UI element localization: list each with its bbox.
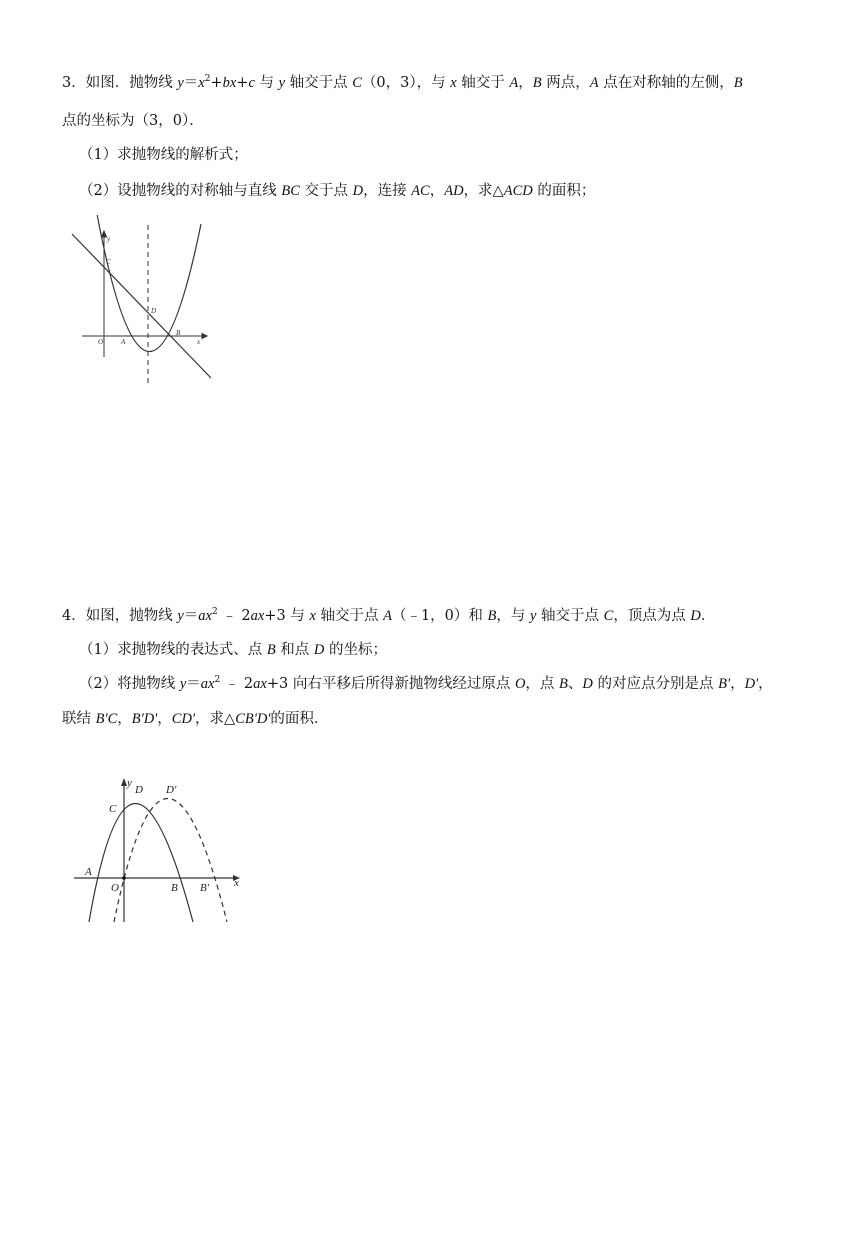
q4-label-o: O [111, 882, 119, 894]
q3-var: AD [444, 183, 464, 199]
q4-var: D [582, 676, 593, 692]
q3-var: A [589, 75, 599, 91]
q3-text: 交于点 [299, 183, 353, 199]
q3-var: A [509, 75, 519, 91]
q4-part-2 [79, 674, 773, 694]
q4-label-a: A [85, 866, 92, 878]
q4-parabola [89, 804, 193, 923]
q4-text: 联结 [62, 711, 96, 727]
q4-text: 的坐标； [324, 642, 388, 658]
q4-eq: +3 [266, 676, 289, 692]
q3-eq: x [198, 75, 205, 91]
q4-label-y: y [127, 777, 132, 789]
q4-eq: ＝ [183, 608, 199, 624]
q3-eq: y [177, 75, 184, 91]
q4-text: （1）求抛物线的表达式、点 [79, 642, 267, 658]
q3-var: C [352, 75, 362, 91]
q4-eq: ax [250, 608, 265, 624]
q4-text: ，点 [525, 676, 560, 692]
q4-var: D' [744, 676, 759, 692]
q4-eq: y [179, 676, 187, 692]
q4-label-x: x [234, 877, 239, 889]
q4-line-1 [62, 606, 715, 626]
q3-y-arrow [102, 231, 107, 237]
q4-var: D [313, 642, 325, 658]
q4-eq-exponent: 2 [214, 675, 221, 686]
q3-text: ，求△ [463, 183, 504, 199]
q3-part-2 [79, 181, 595, 201]
q3-figure [60, 215, 230, 385]
q3-parabola [97, 215, 201, 352]
q4-text: ，与 [496, 608, 530, 624]
q4-line-3 [62, 709, 328, 729]
q4-eq: ax [200, 676, 215, 692]
q4-var: CB'D' [235, 711, 271, 727]
q4-number: 4． [62, 608, 86, 624]
q4-part-1 [79, 640, 387, 660]
q4-eq: ax [253, 676, 267, 692]
q3-var: ACD [503, 183, 533, 199]
q4-figure [70, 772, 255, 927]
q4-text: ， [117, 711, 132, 727]
q4-label-c: C [109, 803, 117, 815]
q3-part-1 [79, 145, 248, 165]
q4-text: 与 [285, 608, 310, 624]
q4-eq-exponent: 2 [211, 607, 218, 618]
q3-text: 点的坐标为（3，0）． [62, 113, 204, 129]
q3-number: 3． [62, 75, 86, 91]
q4-text: 轴交于点 [315, 608, 384, 624]
q3-var: B [733, 75, 743, 91]
q3-text: 与 [254, 75, 279, 91]
q3-text: 点在对称轴的左侧， [598, 75, 734, 91]
q3-text: 轴交于 [456, 75, 510, 91]
q3-var: BC [281, 183, 300, 199]
q4-text: ，顶点为点 [613, 608, 691, 624]
q4-var: x [309, 608, 316, 624]
q4-var: A [383, 608, 392, 624]
q4-var: B [559, 676, 568, 692]
q3-text: 的面积； [532, 183, 596, 199]
q4-text: 如图，抛物线 [85, 608, 178, 624]
q3-label-d: D [151, 307, 157, 315]
q3-x-arrow [202, 334, 207, 339]
q4-eq: ＝ [186, 676, 201, 692]
q4-text: 、 [567, 676, 583, 692]
q3-eq: + [236, 75, 249, 91]
q4-var: CD' [171, 711, 196, 727]
q3-text: 轴交于点 [285, 75, 353, 91]
q4-text: 轴交于点 [536, 608, 604, 624]
q3-eq: + [210, 75, 223, 91]
q3-text: ， [518, 75, 533, 91]
q3-var: AC [411, 183, 430, 199]
q3-var: D [352, 183, 364, 199]
q3-label-c: C [106, 258, 111, 266]
q4-var: B' [718, 676, 731, 692]
q4-var: O [514, 676, 526, 692]
q3-label-y: y [107, 235, 111, 243]
q4-text: ， [730, 676, 745, 692]
q3-text: ，连接 [363, 183, 412, 199]
q4-var: D [690, 608, 701, 624]
q3-eq: c [248, 75, 255, 91]
q4-text: ，求△ [195, 711, 236, 727]
q4-shifted-parabola [114, 799, 227, 923]
q3-var: y [278, 75, 286, 91]
q4-label-bprime: B' [200, 882, 210, 894]
q3-var: B [532, 75, 542, 91]
q3-label-a: A [121, 338, 126, 346]
q4-text: ， [758, 676, 773, 692]
q4-eq: ax [198, 608, 212, 624]
q3-line-bc [72, 234, 211, 378]
q3-eq-exponent: 2 [204, 74, 211, 85]
q4-var: B [487, 608, 497, 624]
q4-text: （﹣1，0）和 [391, 608, 488, 624]
q3-eq: ＝ [183, 75, 199, 91]
q4-label-dprime: D' [166, 784, 177, 796]
q4-text: ， [157, 711, 172, 727]
q4-text: （2）将抛物线 [79, 676, 180, 692]
q4-eq: +3 [264, 608, 286, 624]
q3-eq: bx [222, 75, 237, 91]
q3-line-2 [62, 111, 204, 131]
q4-text: 的对应点分别是点 [592, 676, 719, 692]
q4-label-b: B [171, 882, 178, 894]
q3-text: 两点， [541, 75, 590, 91]
q4-text: 的面积． [270, 711, 329, 727]
q3-label-o: O [98, 338, 104, 346]
q4-text: ． [700, 608, 716, 624]
q3-text: （1）求抛物线的解析式； [79, 147, 248, 163]
q3-label-x: x [197, 338, 201, 346]
q4-label-d: D [135, 784, 143, 796]
q4-text: 向右平移后所得新抛物线经过原点 [288, 676, 515, 692]
q4-eq: y [177, 608, 184, 624]
q4-eq: ﹣ 2 [220, 676, 254, 692]
q3-label-b: B [176, 329, 181, 337]
q4-origin-point [122, 876, 126, 880]
q3-var: x [450, 75, 457, 91]
q3-line-1 [62, 73, 743, 93]
q3-text: ， [429, 183, 445, 199]
q4-text: 和点 [275, 642, 314, 658]
q4-var: y [529, 608, 537, 624]
q4-var: B'D' [131, 711, 158, 727]
q4-var: B [266, 642, 276, 658]
q3-text: （2）设抛物线的对称轴与直线 [79, 183, 282, 199]
q3-text: 如图．抛物线 [85, 75, 178, 91]
q4-var: C [603, 608, 614, 624]
q3-text: （0，3），与 [361, 75, 451, 91]
q4-var: B'C [95, 711, 118, 727]
q4-eq: ﹣ 2 [217, 608, 251, 624]
